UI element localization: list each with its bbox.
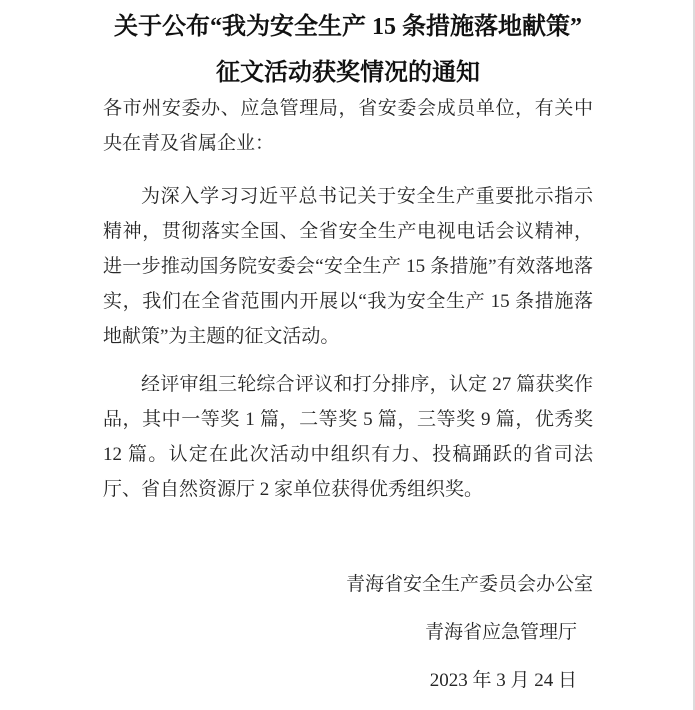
signature-block: [103, 561, 593, 705]
document-title: [103, 4, 593, 96]
salutation: 各市州安委办、应急管理局，省安委会成员单位，有关中央在青及省属企业：: [103, 98, 593, 154]
signature-org-safety-committee-office: 青海省安全生产委员会办公室: [345, 574, 593, 595]
signature-date: 2023 年 3 月 24 日: [429, 670, 577, 691]
signature-org-emergency-management-dept: 青海省应急管理厅: [424, 622, 577, 643]
body-paragraph-2: 经评审组三轮综合评议和打分排序，认定 27 篇获奖作品，其中一等奖 1 篇，二等奖 5 篇，三等奖 9 篇，优秀奖 12 篇。认定在此次活动中组织有力、投稿踊跃的省司法厅、省自然资源厅 2 家单位获得优秀组织奖。: [103, 374, 593, 500]
body-paragraph-1: 为深入学习习近平总书记关于安全生产重要批示指示精神，贯彻落实全国、全省安全生产电视电话会议精神，进一步推动国务院安委会“安全生产 15 条措施”有效落地落实，我们在全省范围内开展以“我为安全生产 15 条措施落地献策”为主题的征文活动。: [103, 186, 593, 347]
document-title-line-2: 征文活动获奖情况的通知: [216, 60, 480, 86]
document-title-line-1: 关于公布“我为安全生产 15 条措施落地献策”: [114, 14, 582, 40]
